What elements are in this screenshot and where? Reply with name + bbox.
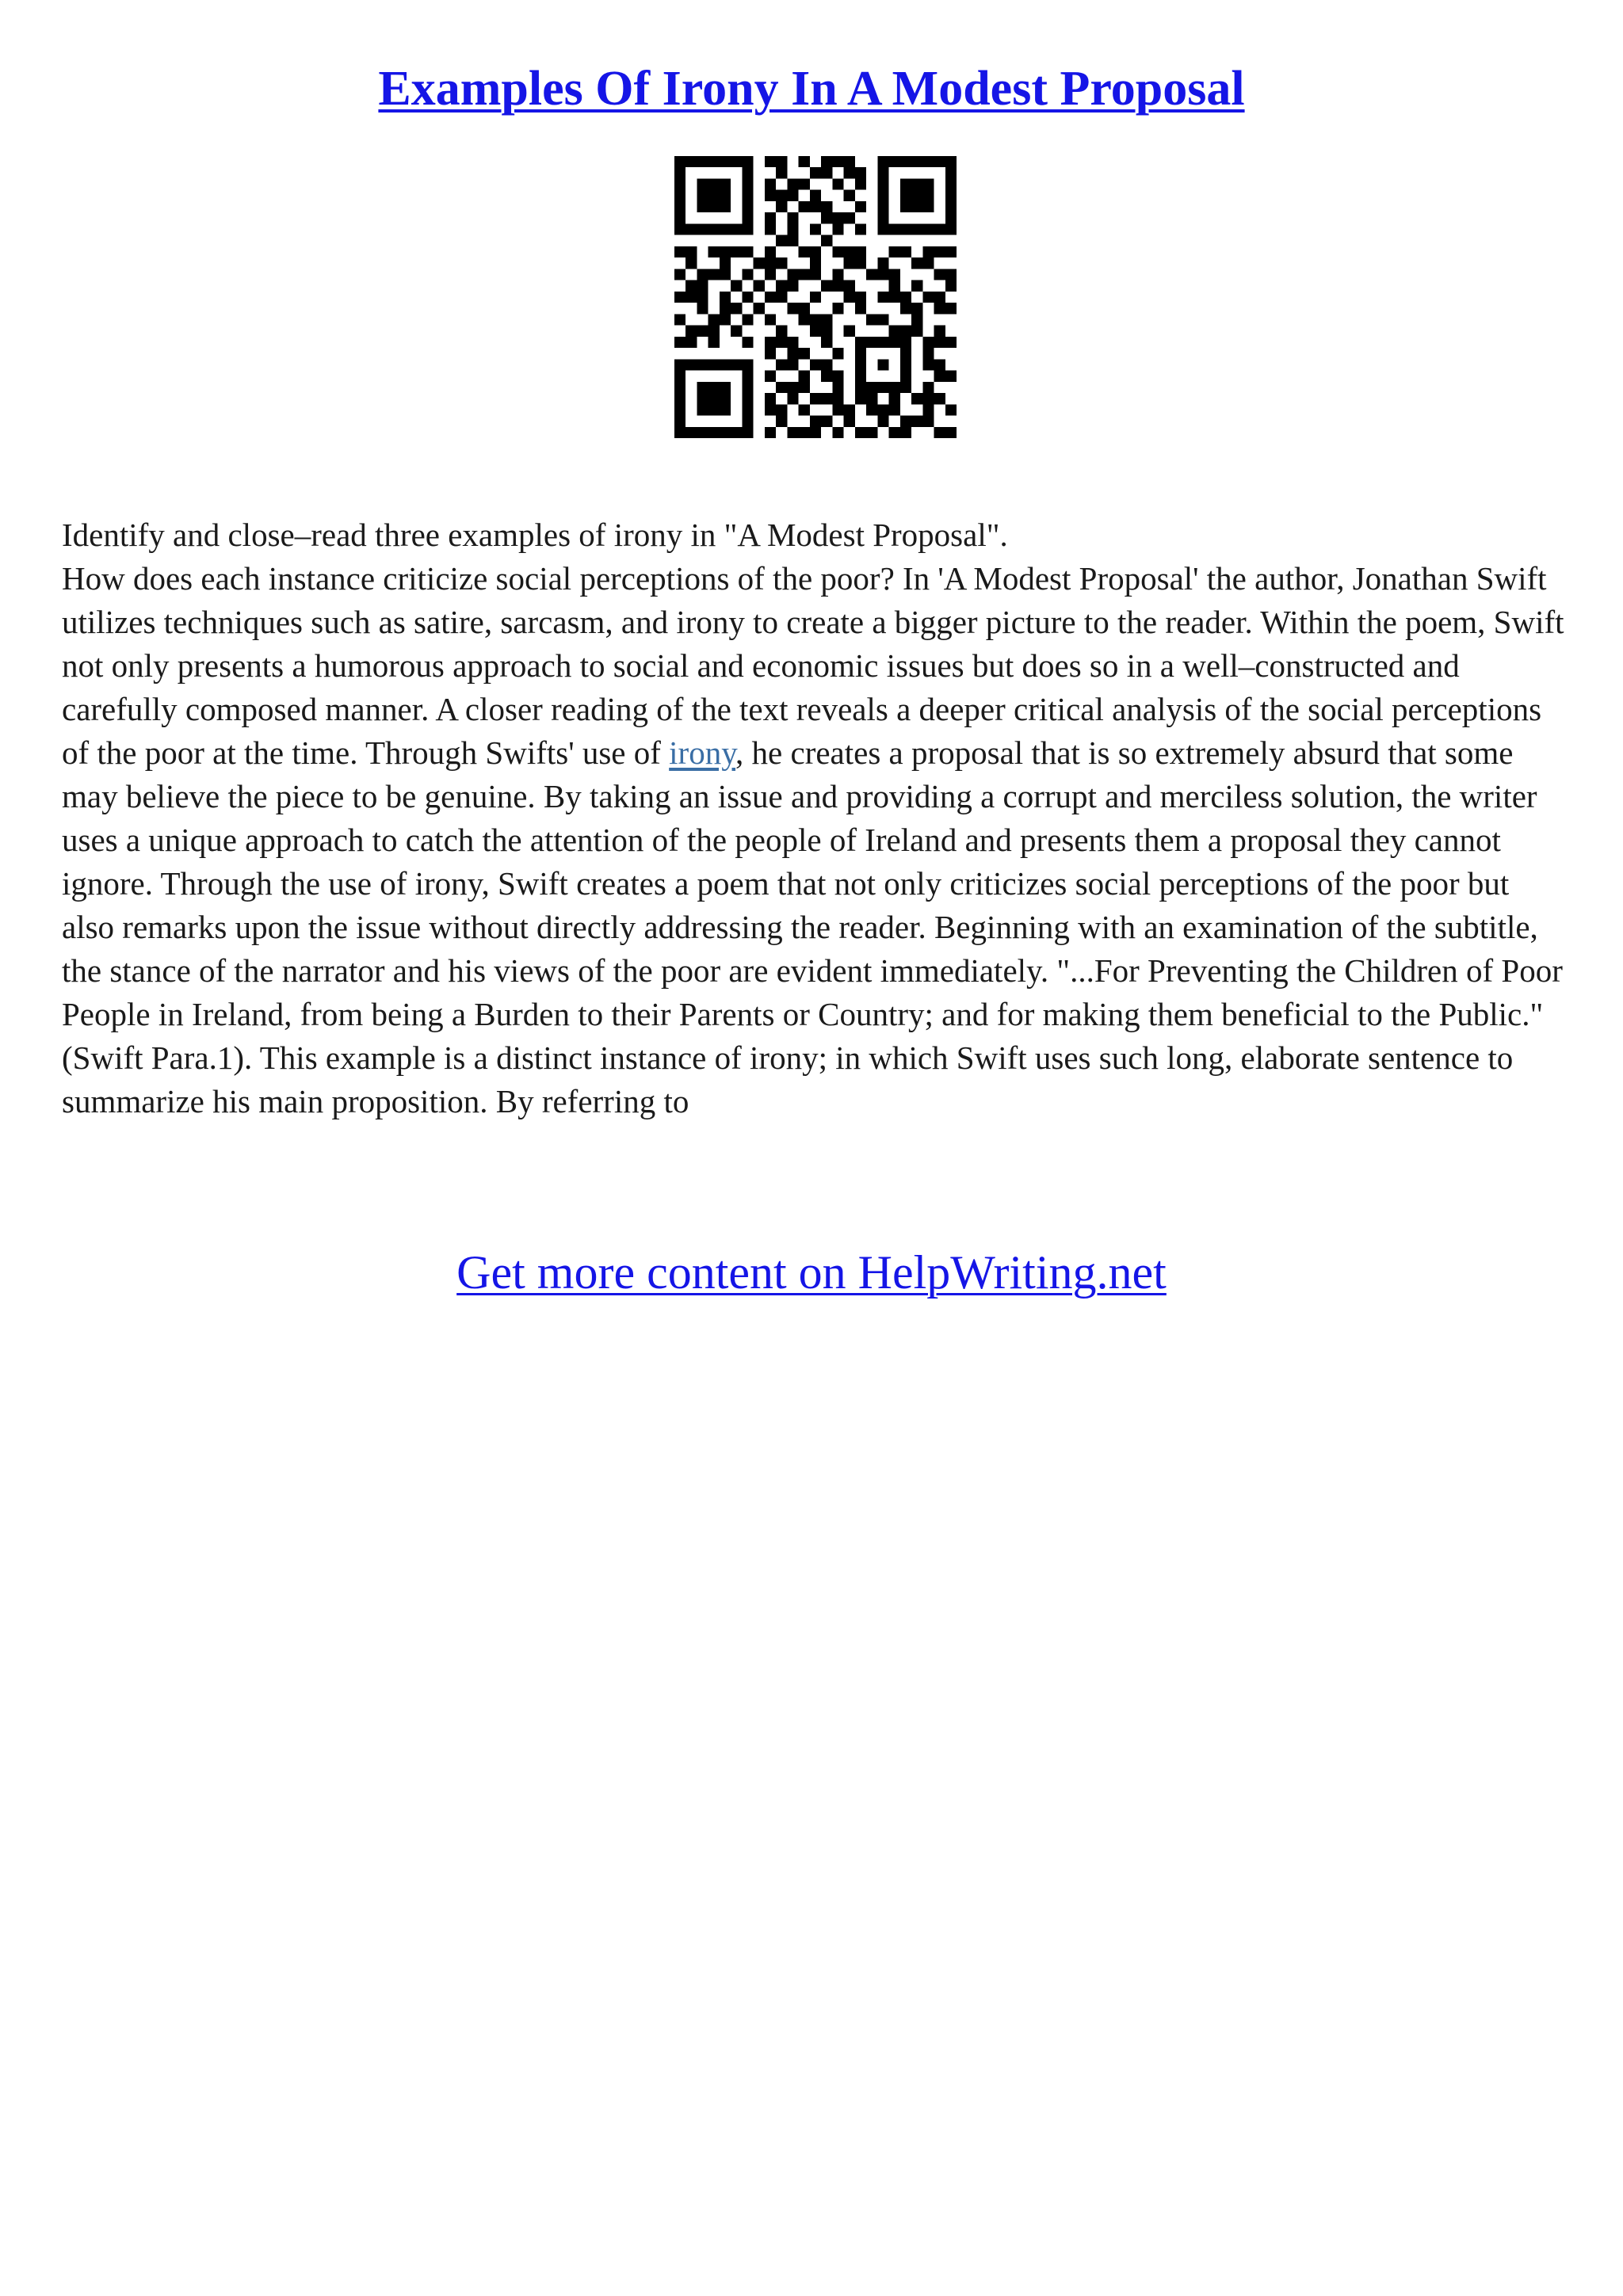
irony-link[interactable]: irony [669, 734, 736, 771]
title-link[interactable]: Examples Of Irony In A Modest Proposal [378, 62, 1245, 116]
helpwriting-link[interactable]: Get more content on HelpWriting.net [456, 1246, 1167, 1299]
paragraph-text-after-link: , he creates a proposal that is so extremely absurd that some may believe the piece to be genuine. By taking an issue and providing a corrupt and merciless solution, the writer uses a unique approach to catch the attention of the people of Ireland and presents them a proposal they cannot ignore. Through the use of irony, Swift creates a poem that not only criticizes social perceptions of the poor but also remarks upon the issue without directly addressing the reader. Beginning with an examination of the subtitle, the stance of the narrator and his views of the poor are evident immediately. "...For Preventing the Children of Poor People in Ireland, from being a Burden to their Parents or Country; and for making them beneficial to the Public." (Swift Para.1). This example is a distinct instance of irony; in which Swift uses such long, elaborate sentence to summarize his main proposition. By referring to [62, 734, 1563, 1119]
qr-code-icon [674, 156, 957, 438]
article-body [62, 513, 1568, 1123]
intro-line: Identify and close–read three examples of irony in "A Modest Proposal". [62, 517, 1008, 553]
paragraph-text-before-link: How does each instance criticize social perceptions of the poor? In 'A Modest Proposal' the author, Jonathan Swift utilizes techniques such as satire, sarcasm, and irony to create a bigger picture to the reader. Within the poem, Swift not only presents a humorous approach to social and economic issues but does so in a well–constructed and carefully composed manner. A closer reading of the text reveals a deeper critical analysis of the social perceptions of the poor at the time. Through Swifts' use of [62, 560, 1564, 771]
footer [0, 1242, 1623, 1302]
body-paragraph [62, 557, 1568, 1123]
page-title [0, 57, 1623, 120]
